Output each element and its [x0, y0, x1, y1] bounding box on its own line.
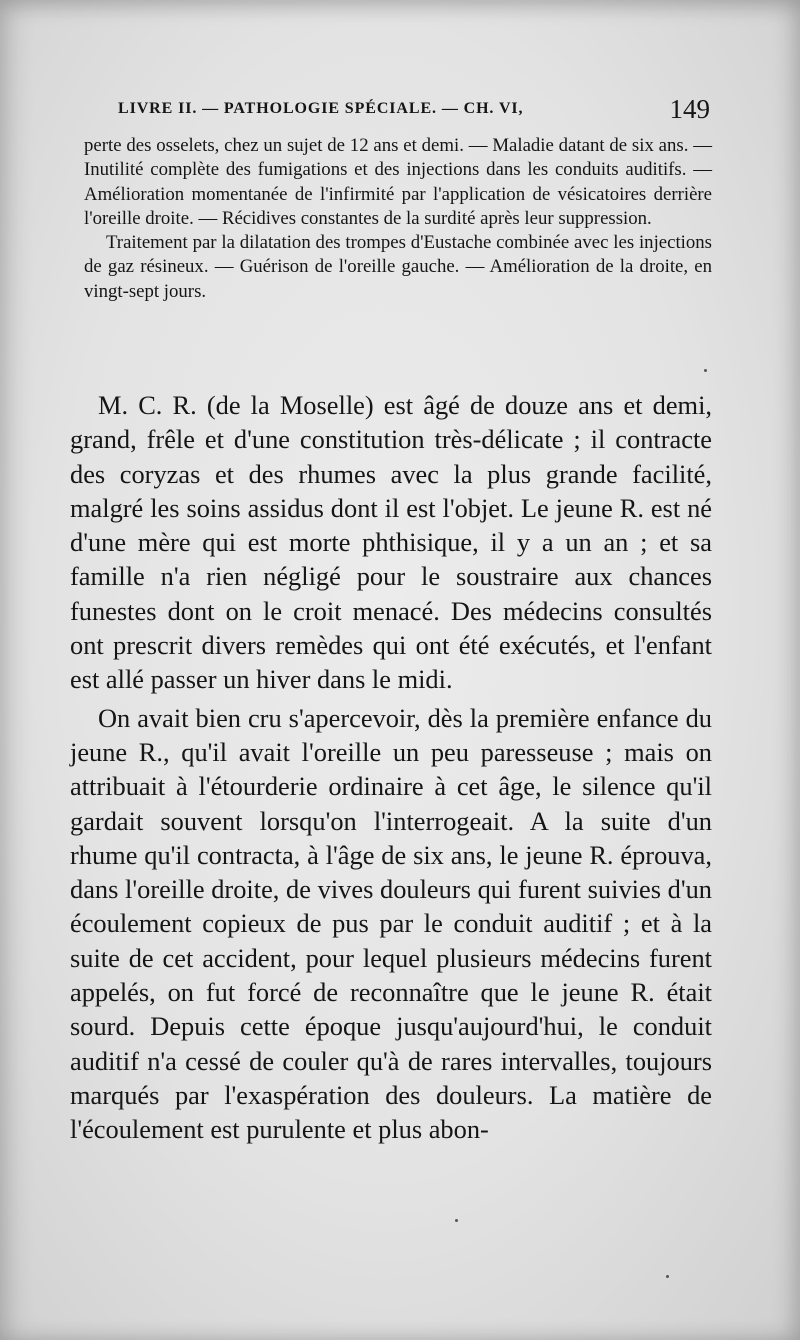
ink-speck	[704, 369, 707, 372]
summary-paragraph: Traitement par la dilatation des trompes d'Eustache combinée avec les injections de gaz résineux. — Guérison de l'oreille gauche. — Amélioration de la droite, en vingt-sept jours.	[84, 232, 712, 302]
ink-speck	[666, 1275, 669, 1278]
ink-speck	[455, 1219, 458, 1222]
chapter-summary	[84, 134, 712, 304]
running-title: LIVRE II. — PATHOLOGIE SPÉCIALE. — CH. VI,	[118, 100, 524, 117]
summary-paragraph: perte des osselets, chez un sujet de 12 ans et demi. — Maladie datant de six ans. — Inutilité complète des fumigations et des injections dans les conduits auditifs. — Amélioration momentanée de l'infirmité par l'application de vésicatoires derrière l'oreille droite. — Récidives constantes de la surdité après leur suppression.	[84, 135, 712, 229]
body-paragraph: M. C. R. (de la Moselle) est âgé de douze ans et demi, grand, frêle et d'une constitution très-délicate ; il contracte des coryzas et des rhumes avec la plus grande facilité, malgré les soins assidus dont il est l'objet. Le jeune R. est né d'une mère qui est morte phthisique, il y a un an ; et sa famille n'a rien négligé pour le soustraire aux chances funestes dont on le croit menacé. Des médecins consultés ont prescrit divers remèdes qui ont été exécutés, et l'enfant est allé passer un hiver dans le midi.	[70, 390, 712, 695]
body-paragraph: On avait bien cru s'apercevoir, dès la première enfance du jeune R., qu'il avait l'oreille un peu paresseuse ; mais on attribuait à l'étourderie ordinaire à cet âge, le silence qu'il gardait souvent lorsqu'on l'interrogeait. A la suite d'un rhume qu'il contracta, à l'âge de six ans, le jeune R. éprouva, dans l'oreille droite, de vives douleurs qui furent suivies d'un écoulement copieux de pus par le conduit auditif ; et à la suite de cet accident, pour lequel plusieurs médecins furent appelés, on fut forcé de reconnaître que le jeune R. était sourd. Depuis cette époque jusqu'aujourd'hui, le conduit auditif n'a cessé de couler qu'à de rares intervalles, toujours marqués par l'exaspération des douleurs. La matière de l'écoulement est purulente et plus abon-	[70, 702, 712, 1145]
running-head	[118, 94, 710, 124]
page-number: 149	[669, 94, 710, 124]
main-text	[70, 388, 712, 1147]
